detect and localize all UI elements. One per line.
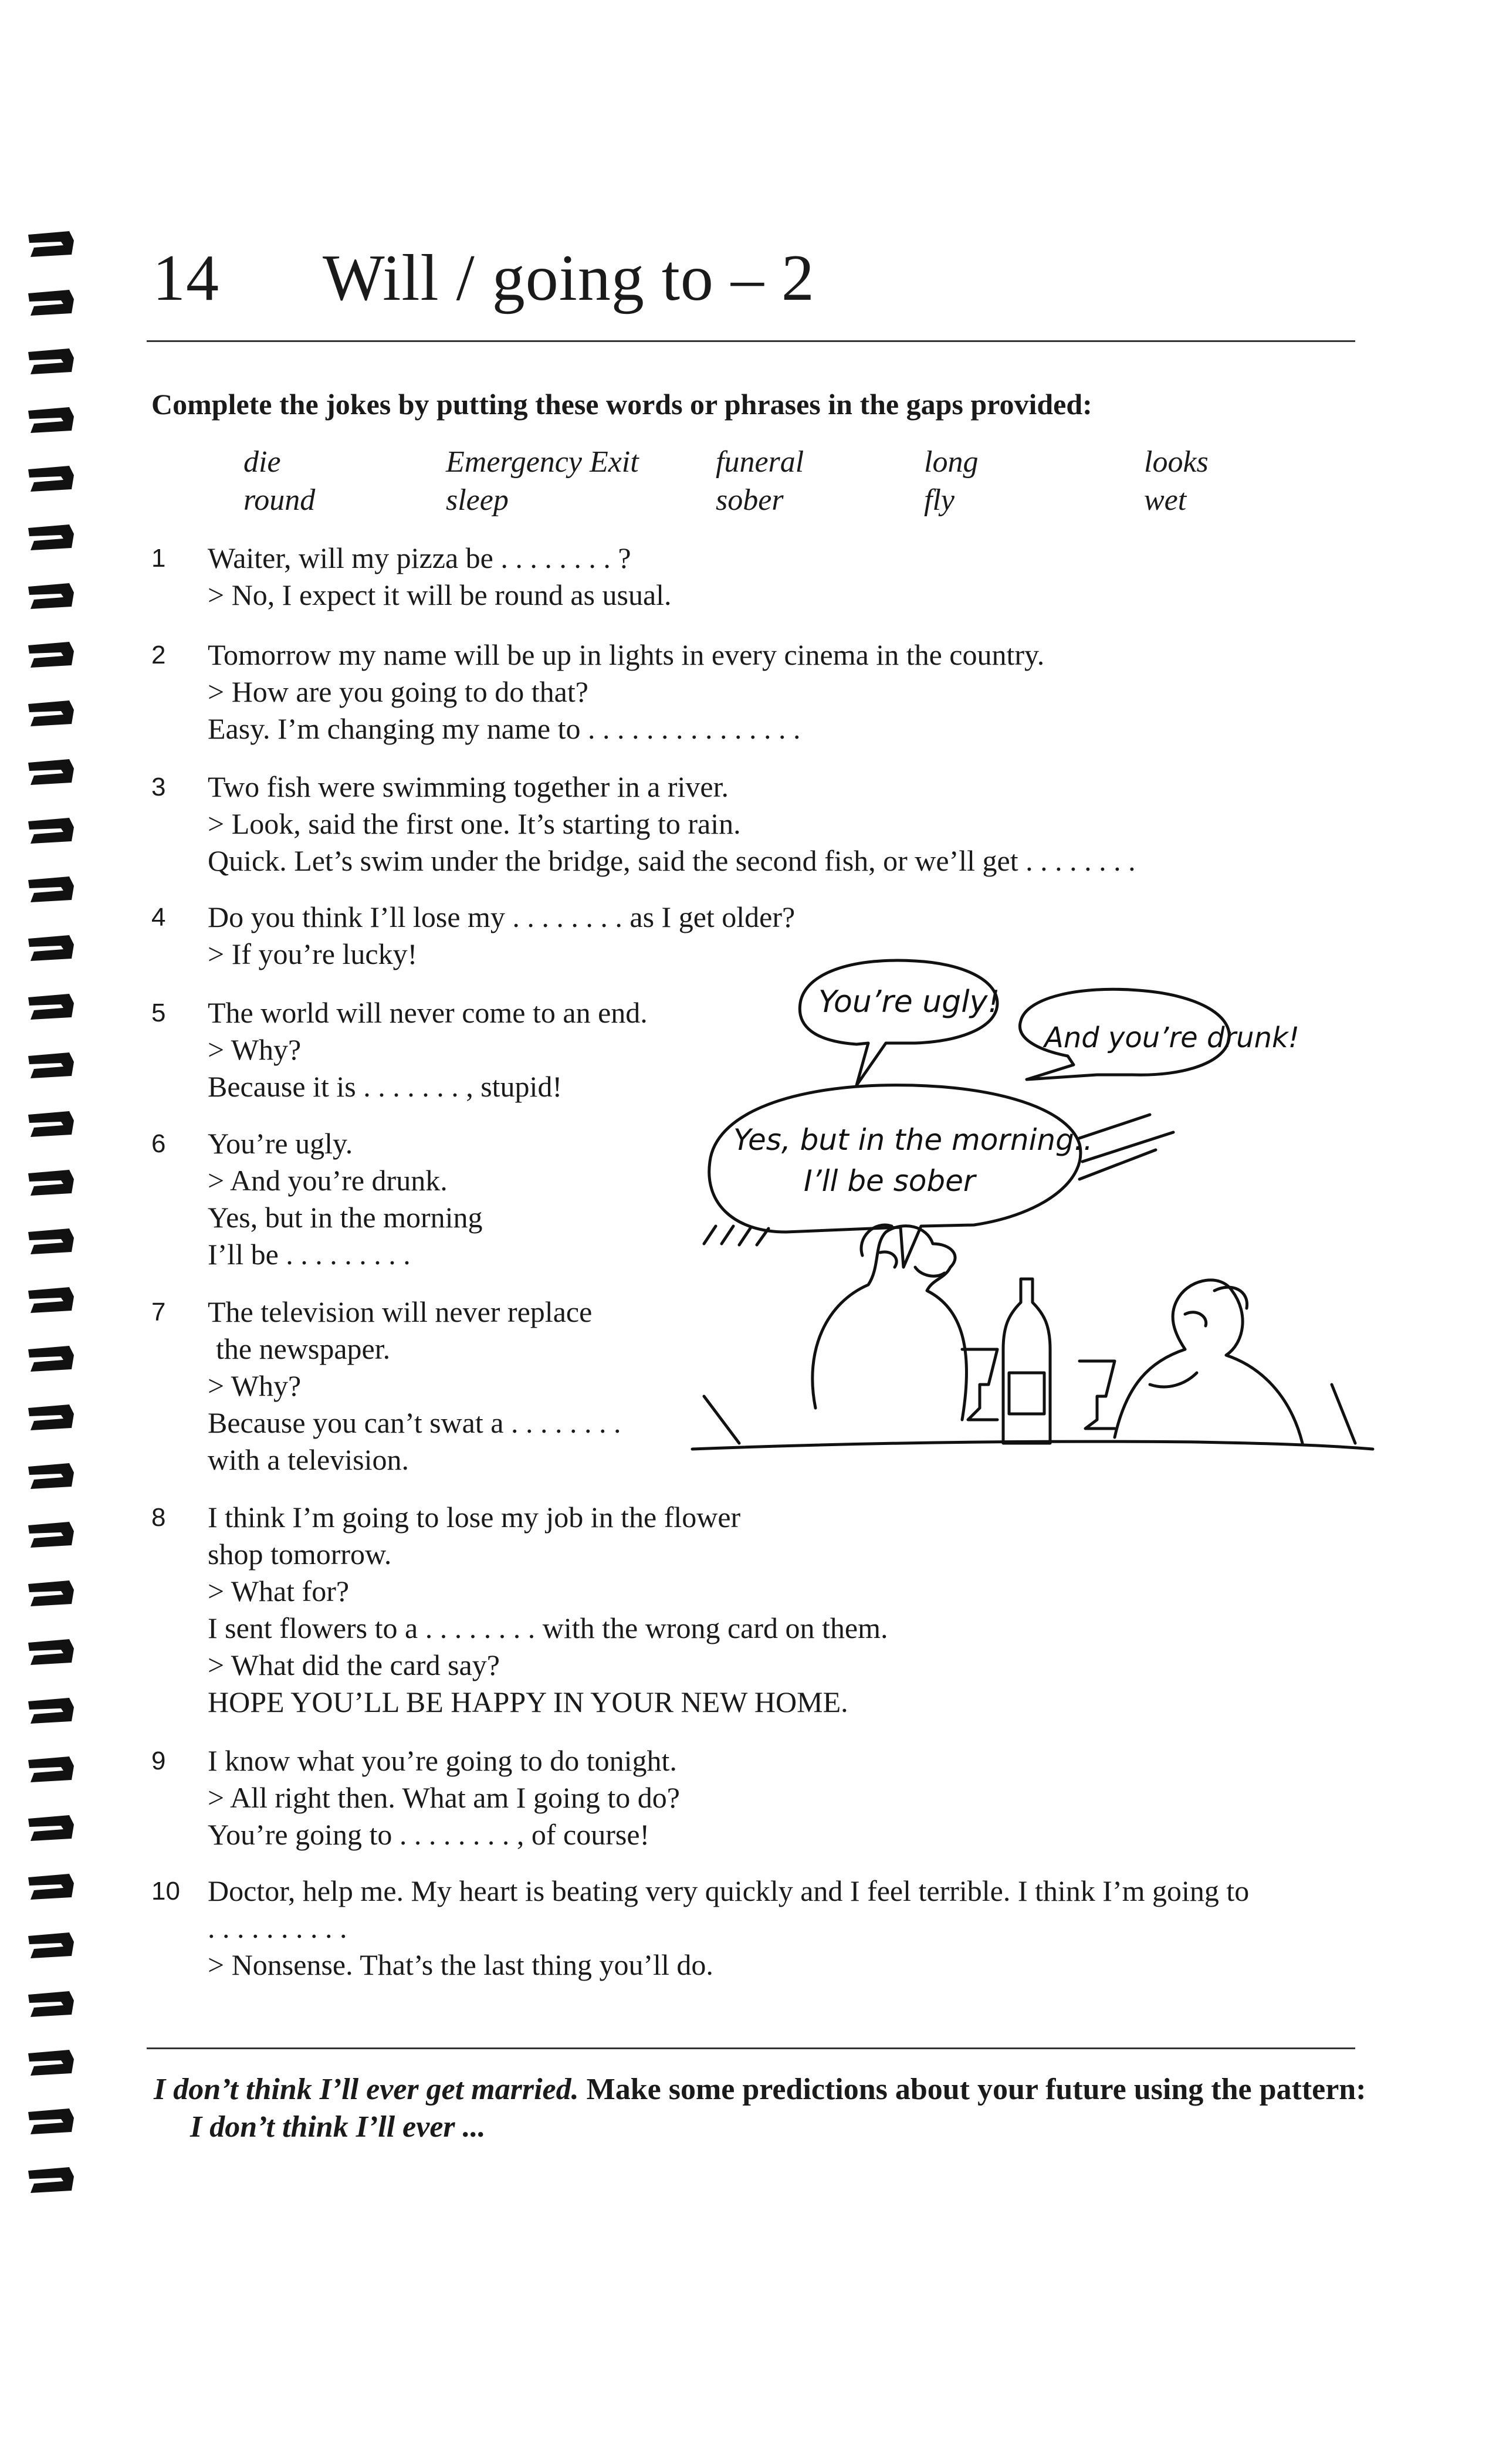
- word-bank-item: long: [924, 445, 979, 479]
- bubble-text-3: Yes, but in the morning..: [733, 1123, 1093, 1157]
- spiral-ring: [28, 1522, 74, 1548]
- spiral-ring: [28, 1346, 74, 1372]
- joke-line: > How are you going to do that?: [208, 675, 588, 708]
- joke-line: > Why?: [208, 1369, 302, 1402]
- spiral-ring: [28, 1874, 74, 1900]
- joke-number: 10: [151, 1877, 180, 1905]
- footer-rule: [147, 2047, 1355, 2049]
- spiral-ring: [28, 1228, 74, 1254]
- joke-line: Tomorrow my name will be up in lights in every cinema in the country.: [208, 638, 1045, 671]
- word-bank-item: round: [243, 483, 316, 517]
- spiral-ring: [28, 935, 74, 961]
- title-rule: [147, 340, 1355, 342]
- joke-line: You’re going to . . . . . . . . , of course!: [208, 1818, 650, 1851]
- spiral-ring: [28, 1463, 74, 1489]
- joke-line: > What for?: [208, 1575, 350, 1607]
- spiral-ring: [28, 2050, 74, 2076]
- spiral-binding: [22, 0, 87, 2464]
- spiral-ring: [28, 1287, 74, 1313]
- joke-line: Two fish were swimming together in a river.: [208, 770, 729, 803]
- joke-number: 7: [151, 1298, 166, 1326]
- joke-number: 6: [151, 1129, 166, 1158]
- joke-line: I know what you’re going to do tonight.: [208, 1744, 677, 1777]
- joke-line: Do you think I’ll lose my . . . . . . . . as I get older?: [208, 901, 796, 933]
- joke-line: I sent flowers to a . . . . . . . . with the wrong card on them.: [208, 1612, 888, 1644]
- joke-line: shop tomorrow.: [208, 1538, 392, 1571]
- spiral-ring: [28, 818, 74, 844]
- joke-line: > What did the card say?: [208, 1649, 500, 1681]
- spiral-ring: [28, 1639, 74, 1665]
- spiral-ring: [28, 1815, 74, 1841]
- spiral-ring: [28, 1991, 74, 2017]
- spiral-ring: [28, 994, 74, 1020]
- spiral-ring: [28, 466, 74, 492]
- joke-line: I think I’m going to lose my job in the flower: [208, 1501, 741, 1534]
- joke-line: Because you can’t swat a . . . . . . . .: [208, 1406, 621, 1439]
- joke-line: . . . . . . . . . .: [208, 1911, 347, 1944]
- cartoon-illustration: [669, 939, 1385, 1467]
- word-bank: [243, 445, 1241, 527]
- joke-line: Yes, but in the morning: [208, 1201, 483, 1234]
- joke-line: Quick. Let’s swim under the bridge, said the second fish, or we’ll get . . . . . . . .: [208, 844, 1136, 877]
- spiral-ring: [28, 1698, 74, 1724]
- wine-bottle: [1003, 1279, 1050, 1443]
- joke-number: 3: [151, 773, 166, 801]
- joke-line: with a television.: [208, 1443, 409, 1476]
- woman-figure: [1115, 1280, 1302, 1443]
- speech-bubble: [800, 960, 997, 1085]
- word-bank-item: funeral: [716, 445, 804, 479]
- instruction: Complete the jokes by putting these words or phrases in the gaps provided:: [151, 388, 1092, 421]
- joke-line: > Why?: [208, 1033, 302, 1066]
- spiral-ring: [28, 524, 74, 550]
- joke-number: 4: [151, 903, 166, 932]
- word-bank-item: sober: [716, 483, 784, 517]
- task-instruction: Make some predictions about your future using the pattern:: [586, 2073, 1366, 2106]
- joke-line: > All right then. What am I going to do?: [208, 1781, 680, 1814]
- spiral-ring: [28, 1580, 74, 1606]
- word-bank-item: Emergency Exit: [446, 445, 639, 479]
- joke-line: Easy. I’m changing my name to . . . . . . . . . . . . . . .: [208, 712, 801, 745]
- joke-line: the newspaper.: [216, 1332, 391, 1365]
- spiral-ring: [28, 1052, 74, 1078]
- spiral-ring: [28, 407, 74, 433]
- joke-line: HOPE YOU’LL BE HAPPY IN YOUR NEW HOME.: [208, 1685, 848, 1718]
- joke-line: I’ll be . . . . . . . . .: [208, 1238, 411, 1271]
- joke-line: The television will never replace: [208, 1295, 593, 1328]
- spiral-ring: [28, 642, 74, 668]
- pattern: I don’t think I’ll ever ...: [190, 2110, 486, 2144]
- joke-number: 9: [151, 1747, 166, 1775]
- extension-task: [154, 2071, 1386, 2146]
- spiral-ring: [28, 1170, 74, 1196]
- unit-number: 14: [153, 242, 219, 314]
- joke-number: 8: [151, 1503, 166, 1532]
- page-title: [153, 241, 815, 316]
- word-bank-item: looks: [1144, 445, 1209, 479]
- spiral-ring: [28, 759, 74, 785]
- example-sentence: I don’t think I’ll ever get married.: [154, 2073, 579, 2106]
- bubble-text-2: And you’re drunk!: [1044, 1021, 1300, 1054]
- joke-line: > And you’re drunk.: [208, 1164, 448, 1197]
- joke-line: > If you’re lucky!: [208, 937, 418, 970]
- joke-line: Doctor, help me. My heart is beating very quickly and I feel terrible. I think I’m going to: [208, 1874, 1250, 1907]
- joke-line: You’re ugly.: [208, 1127, 353, 1160]
- bubble-text-4: I’ll be sober: [804, 1164, 976, 1198]
- spiral-ring: [28, 1756, 74, 1782]
- joke-line: The world will never come to an end.: [208, 996, 648, 1029]
- joke-line: Because it is . . . . . . . , stupid!: [208, 1070, 563, 1103]
- spiral-ring: [28, 1111, 74, 1137]
- word-bank-item: sleep: [446, 483, 509, 517]
- spiral-ring: [28, 290, 74, 316]
- spiral-ring: [28, 876, 74, 902]
- spiral-ring: [28, 1404, 74, 1430]
- word-bank-item: wet: [1144, 483, 1187, 517]
- spiral-ring: [28, 1932, 74, 1958]
- word-bank-item: die: [243, 445, 281, 479]
- joke-number: 5: [151, 999, 166, 1027]
- spiral-ring: [28, 700, 74, 726]
- joke-number: 2: [151, 641, 166, 669]
- spiral-ring: [28, 2108, 74, 2134]
- bubble-text-1: You’re ugly!: [818, 984, 1000, 1020]
- spiral-ring: [28, 348, 74, 374]
- spiral-ring: [28, 583, 74, 609]
- man-figure: [813, 1226, 967, 1420]
- joke-line: > No, I expect it will be round as usual.: [208, 578, 672, 611]
- joke-number: 1: [151, 544, 166, 573]
- joke-line: > Nonsense. That’s the last thing you’ll do.: [208, 1948, 713, 1981]
- table-edge: [692, 1441, 1373, 1449]
- word-bank-item: fly: [924, 483, 955, 517]
- spiral-ring: [28, 2167, 74, 2193]
- joke-line: > Look, said the first one. It’s starting to rain.: [208, 807, 741, 840]
- unit-title: Will / going to – 2: [323, 242, 815, 314]
- joke-line: Waiter, will my pizza be . . . . . . . . ?: [208, 541, 631, 574]
- spiral-ring: [28, 231, 74, 257]
